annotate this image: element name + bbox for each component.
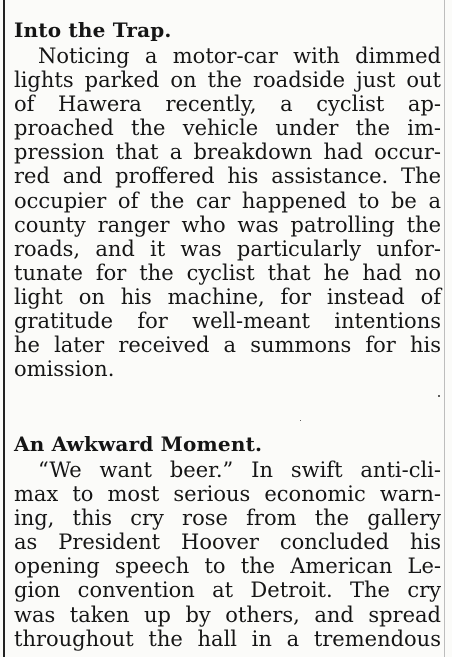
article-line: pression that a breakdown had occur- bbox=[14, 140, 441, 165]
article-body bbox=[14, 44, 441, 381]
article-line: ing, this cry rose from the gallery bbox=[14, 506, 441, 531]
article-line: throughout the hall in a tremendous bbox=[14, 626, 441, 651]
article-line: lights parked on the roadside just out bbox=[14, 68, 441, 93]
article-line: of Hawera recently, a cyclist ap- bbox=[14, 92, 441, 117]
article-line: opening speech to the American Le- bbox=[14, 554, 441, 579]
article-into-the-trap bbox=[14, 18, 441, 381]
article-line: tunate for the cyclist that he had no bbox=[14, 260, 441, 285]
column-rule-right bbox=[444, 0, 445, 657]
article-line: proached the vehicle under the im- bbox=[14, 116, 441, 141]
print-speck bbox=[300, 420, 301, 421]
article-line: as President Hoover concluded his bbox=[14, 530, 441, 555]
article-body bbox=[14, 458, 441, 651]
article-line: occupier of the car happened to be a bbox=[14, 188, 441, 213]
article-line: light on his machine, for instead of bbox=[14, 284, 441, 309]
article-line: omission. bbox=[14, 357, 115, 382]
article-line: he later received a summons for his bbox=[14, 333, 441, 358]
article-line: roads, and it was particularly unfor- bbox=[14, 236, 441, 261]
article-line: was taken up by others, and spread bbox=[14, 602, 441, 627]
print-speck bbox=[438, 395, 440, 397]
column-rule-left bbox=[3, 0, 5, 657]
article-line: gratitude for well-meant intentions bbox=[14, 309, 441, 334]
article-an-awkward-moment bbox=[14, 432, 441, 651]
article-line: max to most serious economic warn- bbox=[14, 482, 441, 507]
article-line: Noticing a motor-car with dimmed bbox=[38, 44, 441, 68]
article-line: county ranger who was patrolling the bbox=[14, 212, 441, 237]
article-line: “We want beer.” In swift anti-cli- bbox=[38, 458, 441, 482]
article-line: red and proffered his assistance. The bbox=[14, 164, 441, 189]
article-line: gion convention at Detroit. The cry bbox=[14, 578, 441, 603]
article-headline: An Awkward Moment. bbox=[14, 432, 263, 456]
article-headline: Into the Trap. bbox=[14, 18, 172, 42]
